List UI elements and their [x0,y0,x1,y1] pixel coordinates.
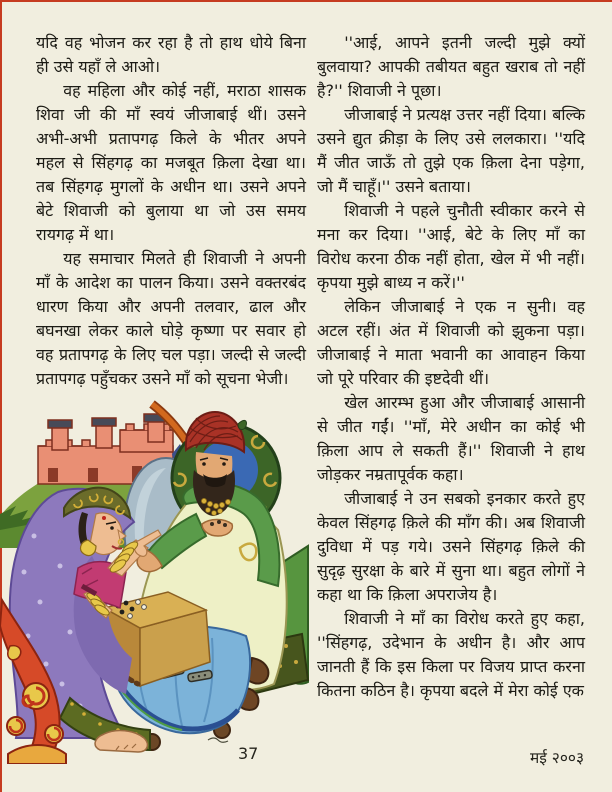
issue-date: मई २००३ [529,749,584,767]
text-column-right [317,31,585,703]
text-column-left [36,31,306,391]
paragraph: शिवाजी ने पहले चुनौती स्वीकार करने से मना कर दिया। ''आई, बेटे के लिए माँ का विरोध करना ठीक नहीं होता, खेल में भी नहीं। कृपया मुझे बाध्य न करें।'' [317,201,585,292]
story-illustration [0,396,312,764]
paragraph: ''आई, आपने इतनी जल्दी मुझे क्यों बुलवाया? आपकी तबीयत बहुत खराब तो नहीं है?'' शिवाजी ने पूछा। [317,33,585,100]
paragraph: वह महिला और कोई नहीं, मराठा शासक शिवा जी की माँ स्वयं जीजाबाई थीं। उसने अभी-अभी प्रतापगढ़ किले के भीतर अपने महल से सिंहगढ़ का मजबूत क़िला देखा था। तब सिंहगढ़ मुगलों के अधीन था। उसने अपने बेटे शिवाजी को बुलाया था जो उस समय रायगढ़ में था। [36,81,306,244]
paragraph: शिवाजी ने माँ का विरोध करते हुए कहा, ''सिंहगढ़, उदेभान के अधीन है। और आप जानती हैं कि इस किला पर विजय प्राप्त करना कितना कठिन है। कृपया बदले में मेरा कोई एक [317,609,585,700]
paragraph: लेकिन जीजाबाई ने एक न सुनी। वह अटल रहीं। अंत में शिवाजी को झुकना पड़ा। जीजाबाई ने माता भवानी का आवाहन किया जो पूरे परिवार की इष्टदेवी थीं। [317,297,585,388]
artist-signature [208,738,228,742]
paragraph: खेल आरम्भ हुआ और जीजाबाई आसानी से जीत गईं। ''माँ, मेरे अधीन का कोई भी क़िला आप ले सकती हैं।'' शिवाजी ने हाथ जोड़कर नम्रतापूर्वक कहा। [317,393,585,484]
paragraph: यदि वह भोजन कर रहा है तो हाथ धोये बिना ही उसे यहाँ ले आओ। [36,33,306,76]
paragraph: जीजाबाई ने उन सबको इनकार करते हुए केवल सिंहगढ़ क़िले की माँग की। अब शिवाजी दुविधा में पड़ गये। उसने सिंहगढ़ क़िले की सुदृढ़ सुरक्षा के बारे में सुना था। बहुत लोगों ने कहा था कि क़िला अपराजेय है। [317,489,585,604]
paragraph: यह समाचार मिलते ही शिवाजी ने अपनी माँ के आदेश का पालन किया। उसने वक्तरबंद धारण किया और अपनी तलवार, ढाल और बघनखा लेकर काले घोड़े कृष्णा पर सवार हो वह प्रतापगढ़ के लिए चल पड़ा। जल्दी से जल्दी प्रतापगढ़ पहुँचकर उसने माँ को सूचना भेजी। [36,249,306,388]
page-number: 37 [238,744,259,763]
page-edge-line-top [0,0,612,2]
paragraph: जीजाबाई ने प्रत्यक्ष उत्तर नहीं दिया। बल्कि उसने द्युत क्रीड़ा के लिए उसे ललकारा। ''यदि मैं जीत जाऊँ तो तुझे एक क़िला देना पड़ेगा, जो मैं चाहूँ।'' उसने बताया। [317,105,585,196]
